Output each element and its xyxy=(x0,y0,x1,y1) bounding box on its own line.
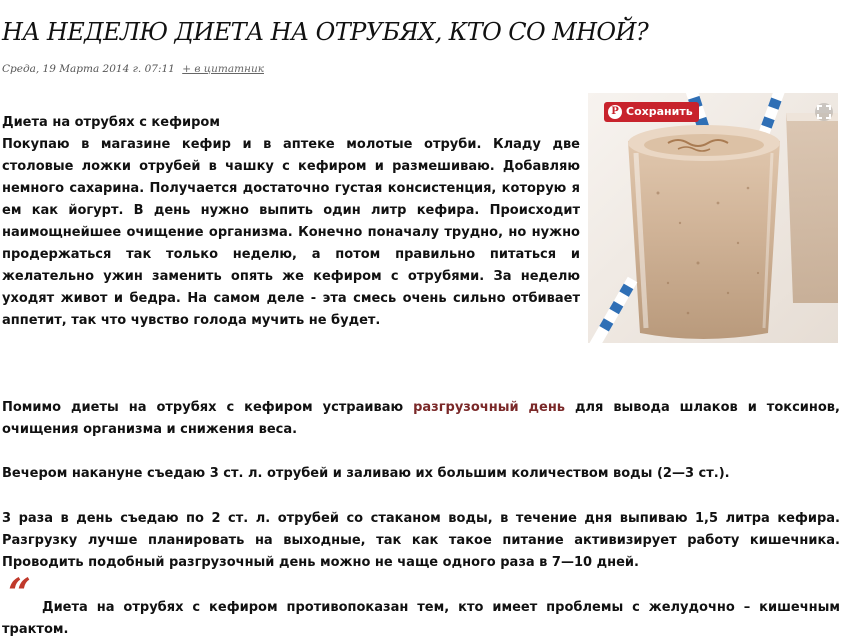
pinterest-save-button[interactable] xyxy=(604,102,699,122)
expand-icon[interactable] xyxy=(814,102,834,122)
save-label: Сохранить xyxy=(626,105,693,118)
section-heading: Диета на отрубях с кефиром xyxy=(2,115,220,130)
paragraph-text: Помимо диеты на отрубях с кефиром устраиваю xyxy=(2,400,414,415)
article-meta xyxy=(2,63,264,75)
smoothie-illustration xyxy=(588,93,838,343)
article-title: НА НЕДЕЛЮ ДИЕТА НА ОТРУБЯХ, КТО СО МНОЙ? xyxy=(2,18,649,46)
quote-text: Диета на отрубях с кефиром противопоказан тем, кто имеет проблемы с желудочно – кишечным трактом. xyxy=(2,600,840,637)
paragraph-diet-intro xyxy=(2,112,580,332)
paragraph-unloading-day xyxy=(2,397,840,441)
post-date: Среда, 19 Марта 2014 г. 07:11 xyxy=(2,63,175,75)
add-to-quotebook-link[interactable]: + в цитатник xyxy=(182,63,264,75)
quote-mark-icon: “ xyxy=(8,570,32,617)
paragraph-text: Покупаю в магазине кефир и в аптеке молотые отруби. Кладу две столовые ложки отрубей в чашку с кефиром и размешиваю. Добавляю немного сахарина. Получается достаточно густая консистенция, которую я ем как йогурт. В день нужно выпить один литр кефира. Происходит наимощнейшее очищение организма. Конечно поначалу трудно, но нужно продержаться так только неделю, а потом правильно питаться и желательно ужин заменить опять же кефиром с отрубями. За неделю уходят живот и бедра. На самом деле - эта смесь очень сильно отбивает аппетит, так что чувство голода мучить не будет. xyxy=(2,137,580,328)
kefir-smoothie-photo xyxy=(588,93,838,343)
pinterest-icon: P xyxy=(608,105,622,119)
paragraph-schedule: 3 раза в день съедаю по 2 ст. л. отрубей со стаканом воды, в течение дня выпиваю 1,5 литра кефира. Разгрузку лучше планировать на выходные, так как такое питание активизирует работу кишечника. Проводить подобный разгрузочный день можно не чаще одного раза в 7—10 дней. xyxy=(2,511,840,570)
paragraph-text: для вывода шлаков и токсинов, очищения организма и снижения веса. xyxy=(2,400,840,437)
paragraph-evening: Вечером накануне съедаю 3 ст. л. отрубей и заливаю их большим количеством воды (2—3 ст.). xyxy=(2,466,730,481)
unloading-day-link[interactable]: разгрузочный день xyxy=(413,400,566,415)
